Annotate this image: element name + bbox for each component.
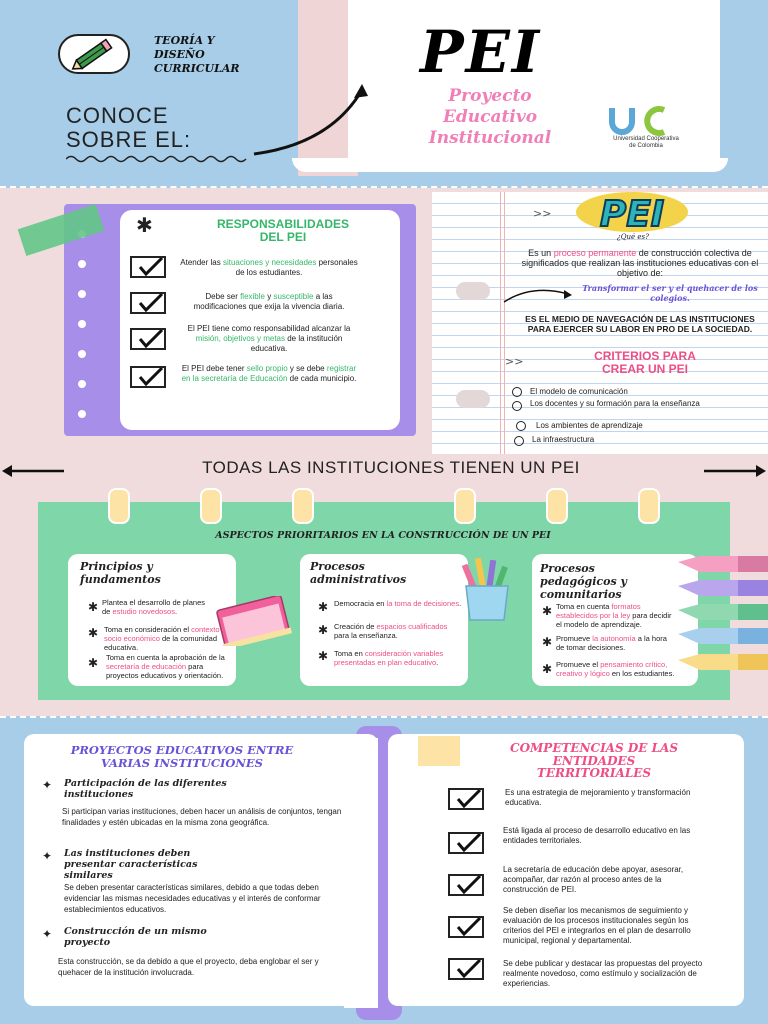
proyecto-educativo-title: Proyecto Educativo Institucional: [428, 86, 552, 148]
header-divider: [0, 176, 768, 188]
responsabilidad-item: Debe ser flexible y susceptible a las modificaciones que exija la vivencia diaria.: [193, 292, 345, 311]
responsabilidad-item: El PEI debe tener sello propio y se debe registrar en la secretaría de Educación de cada municipio.: [181, 364, 357, 383]
circle-bullet-icon: [514, 436, 524, 446]
circle-bullet-icon: [512, 387, 522, 397]
arrow-icon: [704, 465, 766, 477]
star-icon: ✱: [88, 626, 99, 640]
binder-holes: [70, 214, 94, 428]
criterio-item: La infraestructura: [532, 435, 595, 444]
notebook-margin: [500, 192, 501, 454]
sparkle-icon: ✦: [42, 849, 53, 863]
clip-decoration: [454, 488, 476, 524]
star-icon: ✱: [318, 600, 329, 614]
book-icon: [214, 596, 294, 646]
clip-decoration: [638, 488, 660, 524]
proyecto-item-title: Las instituciones deben presentar características similares: [64, 848, 198, 881]
competencia-item: Se debe publicar y destacar las propuestas del proyecto realmente novedoso, como estímulo y socialización de experiencias.: [503, 959, 703, 988]
aspecto-item: Democracia en la toma de decisiones.: [334, 599, 462, 608]
check-icon: [130, 292, 166, 314]
circle-bullet-icon: [516, 421, 526, 431]
aspectos-title: ASPECTOS PRIORITARIOS EN LA CONSTRUCCIÓN DE UN PEI: [215, 530, 551, 541]
clip-decoration: [200, 488, 222, 524]
pei-logo-text: PEI: [599, 194, 665, 235]
que-es-definition: Es un proceso permanente de construcción colectiva de significados que realizan las instituciones educativas con el objetivo de:: [521, 248, 759, 278]
star-icon: ✱: [542, 635, 553, 649]
pencil-cup-icon: [456, 556, 518, 622]
aspecto-item: Plantea el desarrollo de planes de estudio novedosos.: [102, 598, 205, 616]
competencias-title: COMPETENCIAS DE LAS ENTIDADES TERRITORIALES: [510, 741, 678, 780]
star-icon: ✱: [88, 600, 99, 614]
check-icon: [448, 916, 484, 938]
aspecto-item: Promueve la autonomía a la hora de tomar decisiones.: [556, 634, 667, 652]
competencia-item: La secretaría de educación debe apoyar, asesorar, acompañar, dar razón al proceso antes de la construcción de PEI.: [503, 865, 684, 894]
competencia-item: Se deben diseñar los mecanismos de seguimiento y evaluación de los procesos institucionales según los criterios del PEI e integrarlos en el plan de desarrollo municipal, regional y departamental.: [503, 906, 691, 945]
aspecto-item: Toma en consideración el contexto socio económico de la comunidad educativa.: [104, 625, 220, 652]
proyectos-title: PROYECTOS EDUCATIVOS ENTRE VARIAS INSTITUCIONES: [70, 743, 294, 770]
criterio-item: Los ambientes de aprendizaje: [536, 421, 643, 430]
clip-decoration: [546, 488, 568, 524]
star-icon: ✱: [318, 649, 329, 663]
banner-title: TODAS LAS INSTITUCIONES TIENEN UN PEI: [202, 458, 580, 477]
curved-arrow-icon: [502, 284, 578, 306]
responsabilidad-item: El PEI tiene como responsabilidad alcanzar la misión, objetivos y metas de la institución educativa.: [187, 324, 351, 353]
clip-decoration: [292, 488, 314, 524]
check-icon: [448, 958, 484, 980]
medio-navegacion-text: ES EL MEDIO DE NAVEGACIÓN DE LAS INSTITUCIONES PARA EJERCER SU LABOR EN PRO DE LA SOCIEDAD.: [525, 314, 755, 334]
check-icon: [130, 256, 166, 278]
responsabilidad-item: Atender las situaciones y necesidades personales de los estudiantes.: [180, 258, 358, 277]
clip-decoration: [108, 488, 130, 524]
star-icon: ✱: [88, 656, 99, 670]
pencil-icon: [58, 34, 130, 74]
aspecto-item: Toma en cuenta la aprobación de la secretaría de educación para proyectos educativos y orientación.: [106, 653, 225, 680]
aspecto-card-title: Principios y fundamentos: [80, 560, 161, 586]
aspecto-item: Toma en consideración variables presentadas en plan educativo.: [334, 649, 444, 667]
proyecto-item-text: Se deben presentar características similares, debido a que todas deben evidenciar las mismas necesidades educativas y el interés de conformar establecimientos educativos.: [64, 883, 321, 914]
que-es-label: ¿Qué es?: [617, 233, 649, 241]
star-icon: ✱: [318, 623, 329, 637]
star-icon: ✱: [136, 213, 153, 237]
check-icon: [130, 366, 166, 388]
sparkle-icon: ✦: [42, 927, 53, 941]
check-icon: [448, 874, 484, 896]
star-icon: ✱: [542, 662, 553, 676]
competencia-item: Está ligada al proceso de desarrollo educativo en las entidades territoriales.: [503, 826, 691, 845]
aspecto-item: Promueve el pensamiento crítico, creativo y lógico en los estudiantes.: [556, 660, 675, 678]
aspecto-card-title: Procesos administrativos: [310, 560, 407, 586]
proyecto-item-text: Si participan varias instituciones, deben hacer un análisis de conjuntos, tengan finalidades y estén ubicadas en la misma zona geográfica.: [62, 807, 342, 827]
star-icon: ✱: [542, 604, 553, 618]
subject-title: TEORÍA Y DISEÑO CURRICULAR: [154, 34, 240, 75]
proyecto-item-title: Construcción de un mismo proyecto: [64, 926, 207, 948]
criterio-item: El modelo de comunicación: [530, 387, 628, 396]
notebook-hole: [456, 390, 490, 408]
competencia-item: Es una estrategia de mejoramiento y transformación educativa.: [505, 788, 691, 807]
double-arrow-icon: >>: [505, 355, 524, 368]
notebook-page-edge: [344, 738, 378, 1008]
proyecto-item-text: Esta construcción, se da debido a que el proyecto, deba englobar el ser y quehacer de la institución involucrada.: [58, 957, 319, 977]
marker-icon: [678, 556, 768, 686]
proyecto-item-title: Participación de las diferentes instituciones: [64, 778, 227, 800]
circle-bullet-icon: [512, 401, 522, 411]
university-name: Universidad Cooperativa de Colombia: [613, 136, 679, 149]
aspecto-item: Creación de espacios cualificados para la enseñanza.: [334, 622, 448, 640]
criterios-title: CRITERIOS PARA CREAR UN PEI: [594, 349, 696, 376]
notebook-margin: [504, 192, 505, 454]
check-icon: [130, 328, 166, 350]
criterio-item: Los docentes y su formación para la enseñanza: [530, 399, 700, 408]
aspecto-card-title: Procesos pedagógicos y comunitarios: [540, 562, 627, 601]
pei-title: PEI: [420, 18, 541, 86]
wavy-underline: [66, 154, 256, 164]
objetivo-text: Transformar el ser y el quehacer de los colegios.: [582, 283, 758, 303]
tape-decoration: [418, 736, 460, 766]
curved-arrow-icon: [250, 80, 370, 160]
arrow-icon: [2, 465, 64, 477]
responsabilidades-title: RESPONSABILIDADES DEL PEI: [216, 217, 350, 244]
conoce-heading: CONOCE SOBRE EL:: [66, 103, 192, 152]
sparkle-icon: ✦: [42, 778, 53, 792]
notebook-hole: [456, 282, 490, 300]
check-icon: [448, 788, 484, 810]
aspecto-item: Toma en cuenta formatos establecidos por la ley para decidir el modelo de aprendizaje.: [556, 602, 672, 629]
check-icon: [448, 832, 484, 854]
double-arrow-icon: >>: [533, 207, 552, 220]
